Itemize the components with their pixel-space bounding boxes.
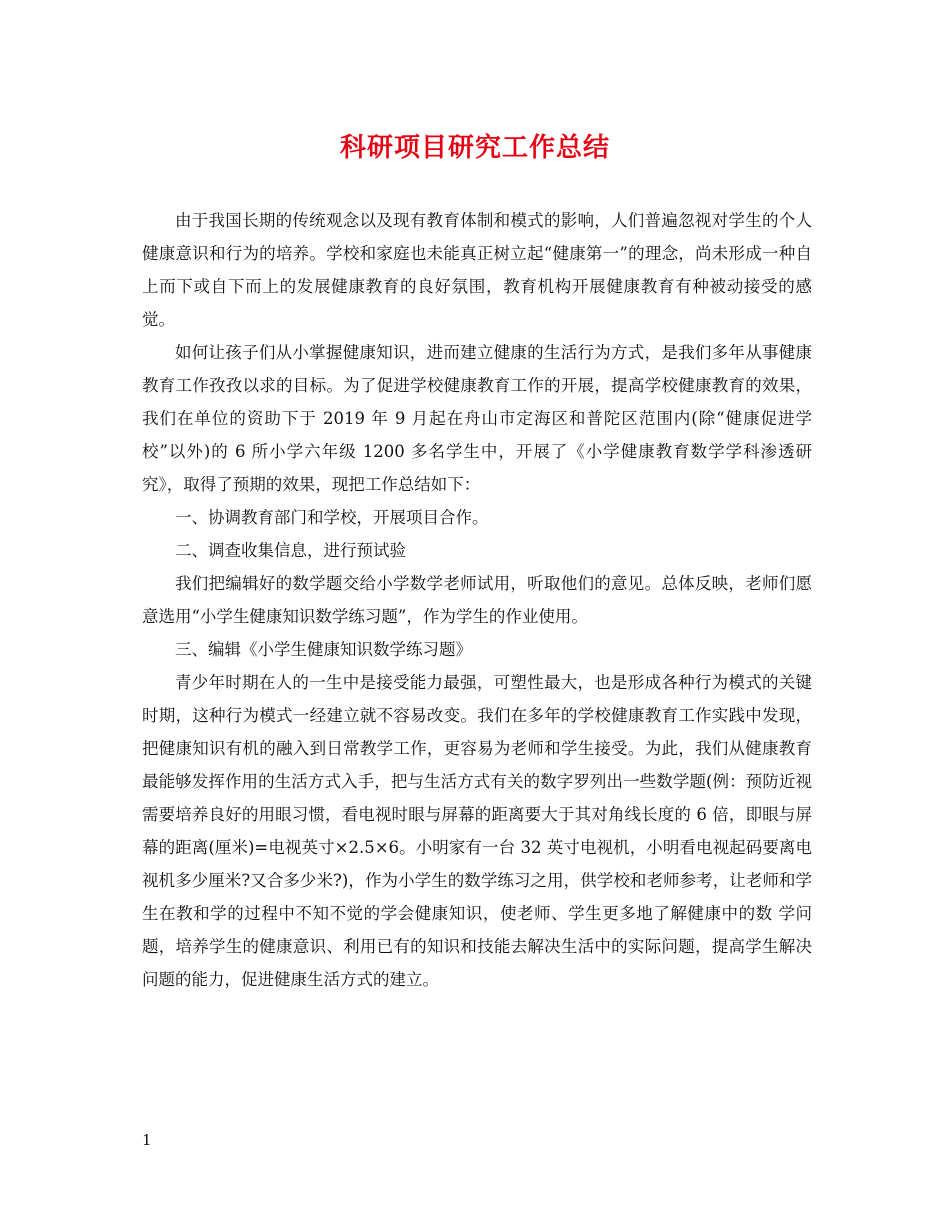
paragraph-intro: 由于我国长期的传统观念以及现有教育体制和模式的影响，人们普遍忽视对学生的个人健康意识和行为的培养。学校和家庭也未能真正树立起“健康第一”的理念，尚未形成一种自上而下或自下而上的发展健康教育的良好氛围，教育机构开展健康教育有种被动接受的感觉。	[142, 211, 812, 329]
section-heading-3: 三、编辑《小学生健康知识数学练习题》	[175, 640, 472, 659]
paragraph-goal: 如何让孩子们从小掌握健康知识，进而建立健康的生活行为方式，是我们多年从事健康教育工作孜孜以求的目标。为了促进学校健康教育工作的开展，提高学校健康教育的效果，我们在单位的资助下于 2019 年 9 月起在舟山市定海区和普陀区范围内(除“健康促进学校”以外)的 6 所小学六年级 1200 多名学生中，开展了《小学健康教育数学学科渗透研究》，取得了预期的效果，现把工作总结如下：	[142, 343, 812, 494]
paragraph-exercises: 青少年时期在人的一生中是接受能力最强，可塑性最大，也是形成各种行为模式的关键时期，这种行为模式一经建立就不容易改变。我们在多年的学校健康教育工作实践中发现，把健康知识有机的融入到日常教学工作，更容易为老师和学生接受。为此，我们从健康教育最能够发挥作用的生活方式入手，把与生活方式有关的数字罗列出一些数学题(例：预防近视需要培养良好的用眼习惯，看电视时眼与屏幕的距离要大于其对角线长度的 6 倍，即眼与屏幕的距离(厘米)=电视英寸×2.5×6。小明家有一台 32 英寸电视机，小明看电视起码要离电视机多少厘米?又合多少米?)，作为小学生的数学练习之用，供学校和老师参考，让老师和学生在教和学的过程中不知不觉的学会健康知识，使老师、学生更多地了解健康中的数 学问题，培养学生的健康意识、利用已有的知识和技能去解决生活中的实际问题，提高学生解决问题的能力，促进健康生活方式的建立。	[142, 673, 812, 989]
page-number: 1	[142, 1131, 152, 1149]
paragraph-pretest: 我们把编辑好的数学题交给小学数学老师试用，听取他们的意见。总体反映，老师们愿意选用“小学生健康知识数学练习题”，作为学生的作业使用。	[142, 574, 812, 626]
section-heading-1: 一、协调教育部门和学校，开展项目合作。	[175, 508, 489, 527]
section-heading-2: 二、调查收集信息，进行预试验	[175, 541, 406, 560]
document-title: 科研项目研究工作总结	[339, 133, 610, 163]
document-body	[142, 204, 812, 996]
